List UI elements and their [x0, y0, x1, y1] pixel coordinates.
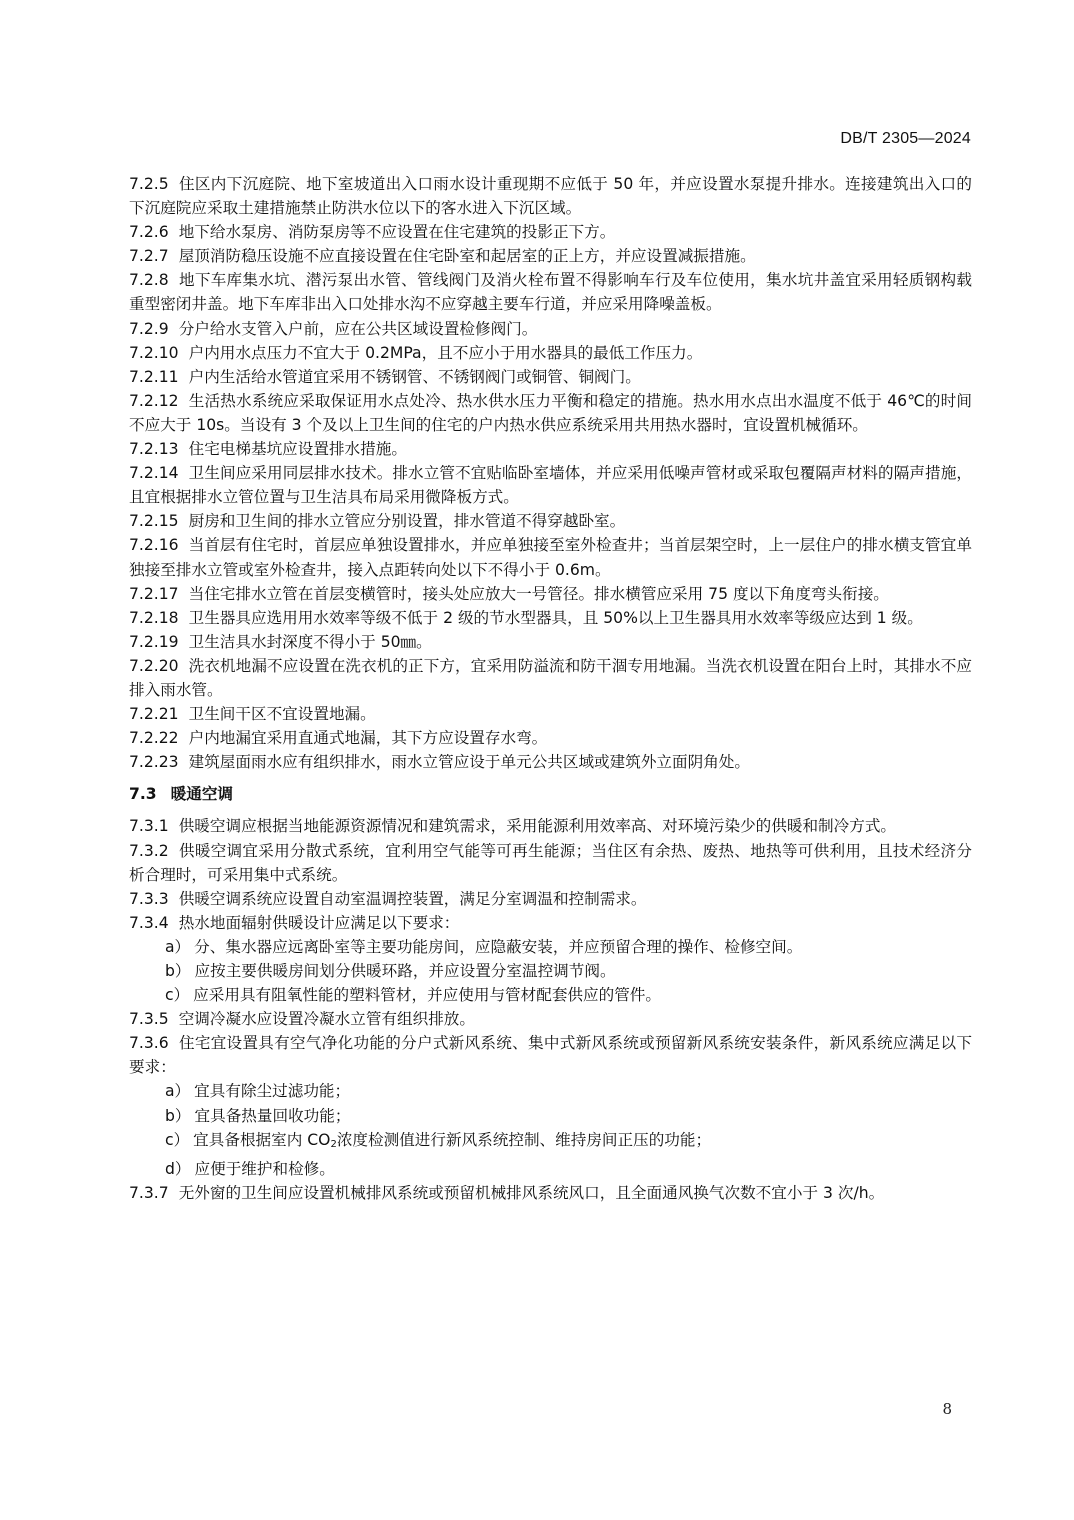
item-marker: a）: [165, 1082, 191, 1101]
clause-text: 卫生间应采用同层排水技术。排水立管不宜贴临卧室墙体，并应采用低噪声管材或采取包覆隔声材料的隔声措施，且宜根据排水立管位置与卫生洁具布局采用微降板方式。: [129, 464, 972, 507]
clause: [129, 317, 972, 341]
item-text: 应便于维护和检修。: [194, 1159, 335, 1178]
clause-number: 7.3.7: [129, 1183, 169, 1202]
clause-text: 无外窗的卫生间应设置机械排风系统或预留机械排风系统风口，且全面通风换气次数不宜小于 3 次/h。: [178, 1183, 885, 1202]
clause-text: 空调冷凝水应设置冷凝水立管有组织排放。: [178, 1010, 475, 1029]
clause-number: 7.2.8: [129, 271, 169, 290]
item-marker: d）: [165, 1159, 191, 1178]
clause-number: 7.2.14: [129, 464, 179, 483]
section-heading: [129, 782, 972, 806]
clause: [129, 1031, 972, 1079]
clause: [129, 461, 972, 509]
clause-number: 7.3.3: [129, 889, 169, 908]
standard-code: DB/T 2305—2024: [840, 130, 971, 147]
clause-number: 7.2.16: [129, 536, 179, 555]
clause-text: 住区内下沉庭院、地下室坡道出入口雨水设计重现期不应低于 50 年，并应设置水泵提升排水。连接建筑出入口的下沉庭院应采取土建措施禁止防洪水位以下的客水进入下沉区域。: [129, 175, 972, 218]
item-text: 应按主要供暖房间划分供暖环路，并应设置分室温控调节阀。: [194, 962, 616, 980]
clause: [129, 839, 972, 887]
clause: [129, 702, 972, 726]
clauses-7-3-part3: [129, 1181, 972, 1205]
clause-number: 7.2.20: [129, 656, 179, 675]
clause-number: 7.3.6: [129, 1034, 169, 1053]
item-marker: c）: [165, 1130, 190, 1149]
clause-number: 7.2.10: [129, 343, 179, 362]
clause: [129, 389, 972, 437]
list-item: [129, 1128, 972, 1157]
clause-number: 7.2.15: [129, 512, 179, 531]
clause-text: 卫生器具应选用用水效率等级不低于 2 级的节水型器具，且 50%以上卫生器具用水效率等级应达到 1 级。: [188, 608, 923, 627]
clause: [129, 341, 972, 365]
clause-text: 户内用水点压力不宜大于 0.2MPa，且不应小于用水器具的最低工作压力。: [188, 343, 703, 362]
clause-text: 地下给水泵房、消防泵房等不应设置在住宅建筑的投影正下方。: [178, 223, 616, 242]
clause-number: 7.3.1: [129, 817, 169, 836]
section-title: 暖通空调: [170, 785, 234, 804]
clause-text: 住宅宜设置具有空气净化功能的分户式新风系统、集中式新风系统或预留新风系统安装条件，新风系统应满足以下要求：: [129, 1034, 972, 1077]
clause: [129, 172, 972, 220]
item-marker: b）: [165, 962, 191, 980]
clause-number: 7.2.17: [129, 584, 179, 603]
clause: [129, 654, 972, 702]
clause-text: 供暖空调系统应设置自动室温调控装置，满足分室调温和控制需求。: [178, 889, 647, 908]
clause-text: 户内地漏宜采用直通式地漏，其下方应设置存水弯。: [188, 729, 548, 748]
clause: [129, 887, 972, 911]
section-number: 7.3: [129, 785, 157, 804]
clause: [129, 437, 972, 461]
clause-text: 分户给水支管入户前，应在公共区域设置检修阀门。: [178, 319, 538, 338]
subscript: 2: [330, 1138, 337, 1150]
clause: [129, 365, 972, 389]
clause-number: 7.2.18: [129, 608, 179, 627]
clause: [129, 750, 972, 774]
clause: [129, 911, 972, 935]
list-item: [129, 983, 972, 1007]
item-text: 分、集水器应远离卧室等主要功能房间，应隐蔽安装，并应预留合理的操作、检修空间。: [194, 937, 803, 956]
clause: [129, 220, 972, 244]
page-number: 8: [942, 1400, 952, 1418]
clause-number: 7.2.11: [129, 367, 179, 386]
clause-text: 户内生活给水管道宜采用不锈钢管、不锈钢阀门或铜管、铜阀门。: [188, 367, 641, 386]
clause-text: 住宅电梯基坑应设置排水措施。: [188, 440, 407, 459]
clause-number: 7.2.13: [129, 440, 179, 459]
item-text: 浓度检测值进行新风系统控制、维持房间正压的功能；: [336, 1130, 712, 1149]
clause-text: 热水地面辐射供暖设计应满足以下要求：: [178, 913, 460, 932]
clause: [129, 606, 972, 630]
clause: [129, 814, 972, 838]
clause-text: 建筑屋面雨水应有组织排水，雨水立管应设于单元公共区域或建筑外立面阴角处。: [188, 753, 750, 772]
clause-text: 卫生间干区不宜设置地漏。: [188, 705, 376, 724]
clause: [129, 726, 972, 750]
clause-number: 7.2.19: [129, 632, 179, 651]
clause-number: 7.2.21: [129, 705, 179, 724]
clause-text: 屋顶消防稳压设施不应直接设置在住宅卧室和起居室的正上方，并应设置减振措施。: [178, 247, 756, 266]
clause-number: 7.3.4: [129, 913, 169, 932]
list-item: [129, 1157, 972, 1181]
clause-text: 洗衣机地漏不应设置在洗衣机的正下方，宜采用防溢流和防干涸专用地漏。当洗衣机设置在阳台上时，其排水不应排入雨水管。: [129, 656, 972, 699]
clause-number: 7.3.5: [129, 1010, 169, 1029]
clause-number: 7.3.2: [129, 841, 169, 860]
clauses-7-3-part2: [129, 1007, 972, 1079]
document-body: [129, 172, 972, 1205]
clause-text: 当住宅排水立管在首层变横管时，接头处应放大一号管径。排水横管应采用 75 度以下角度弯头衔接。: [188, 584, 889, 603]
clause-text: 地下车库集水坑、潜污泵出水管、管线阀门及消火栓布置不得影响车行及车位使用，集水坑井盖宜采用轻质钢构载重型密闭井盖。地下车库非出入口处排水沟不应穿越主要车行道，并应采用降噪盖板。: [129, 271, 972, 314]
clause: [129, 268, 972, 316]
clause-text: 卫生洁具水封深度不得小于 50㎜。: [188, 632, 432, 651]
items-7-3-6: [129, 1079, 972, 1180]
item-text: 宜具有除尘过滤功能；: [194, 1082, 351, 1101]
clause: [129, 533, 972, 581]
item-text: 宜具备根据室内 CO: [193, 1130, 331, 1149]
item-marker: c）: [165, 986, 190, 1005]
clause-text: 当首层有住宅时，首层应单独设置排水，并应单独接至室外检查井；当首层架空时，上一层住户的排水横支管宜单独接至排水立管或室外检查井，接入点距转向处以下不得小于 0.6m。: [129, 536, 972, 579]
clause-number: 7.2.23: [129, 753, 179, 772]
item-text: 应采用具有阻氧性能的塑料管材，并应使用与管材配套供应的管件。: [193, 986, 661, 1005]
clause: [129, 1007, 972, 1031]
clause-text: 供暖空调宜采用分散式系统，宜利用空气能等可再生能源；当住区有余热、废热、地热等可供利用，且技术经济分析合理时，可采用集中式系统。: [129, 841, 972, 884]
clause: [129, 582, 972, 606]
items-7-3-4: [129, 935, 972, 1007]
clause-number: 7.2.9: [129, 319, 169, 338]
list-item: [129, 959, 972, 983]
clause-text: 厨房和卫生间的排水立管应分别设置，排水管道不得穿越卧室。: [188, 512, 626, 531]
clause-number: 7.2.22: [129, 729, 179, 748]
item-marker: b）: [165, 1106, 191, 1125]
clause: [129, 509, 972, 533]
clause-number: 7.2.5: [129, 175, 169, 193]
list-item: [129, 1104, 972, 1128]
list-item: [129, 1079, 972, 1103]
clause-number: 7.2.12: [129, 391, 179, 410]
clause-number: 7.2.6: [129, 223, 169, 242]
clause-number: 7.2.7: [129, 247, 169, 266]
list-item: [129, 935, 972, 959]
clause: [129, 630, 972, 654]
clauses-7-3-part1: [129, 814, 972, 934]
clause: [129, 244, 972, 268]
clause: [129, 1181, 972, 1205]
item-marker: a）: [165, 937, 191, 956]
clause-text: 供暖空调应根据当地能源资源情况和建筑需求，采用能源利用效率高、对环境污染少的供暖和制冷方式。: [178, 817, 897, 836]
clause-text: 生活热水系统应采取保证用水点处冷、热水供水压力平衡和稳定的措施。热水用水点出水温度不低于 46℃的时间不应大于 10s。当设有 3 个及以上卫生间的住宅的户内热水供应系统采用共用热水器时，宜设置机械循环。: [129, 391, 972, 434]
clauses-7-2: [129, 172, 972, 774]
item-text: 宜具备热量回收功能；: [194, 1106, 351, 1125]
